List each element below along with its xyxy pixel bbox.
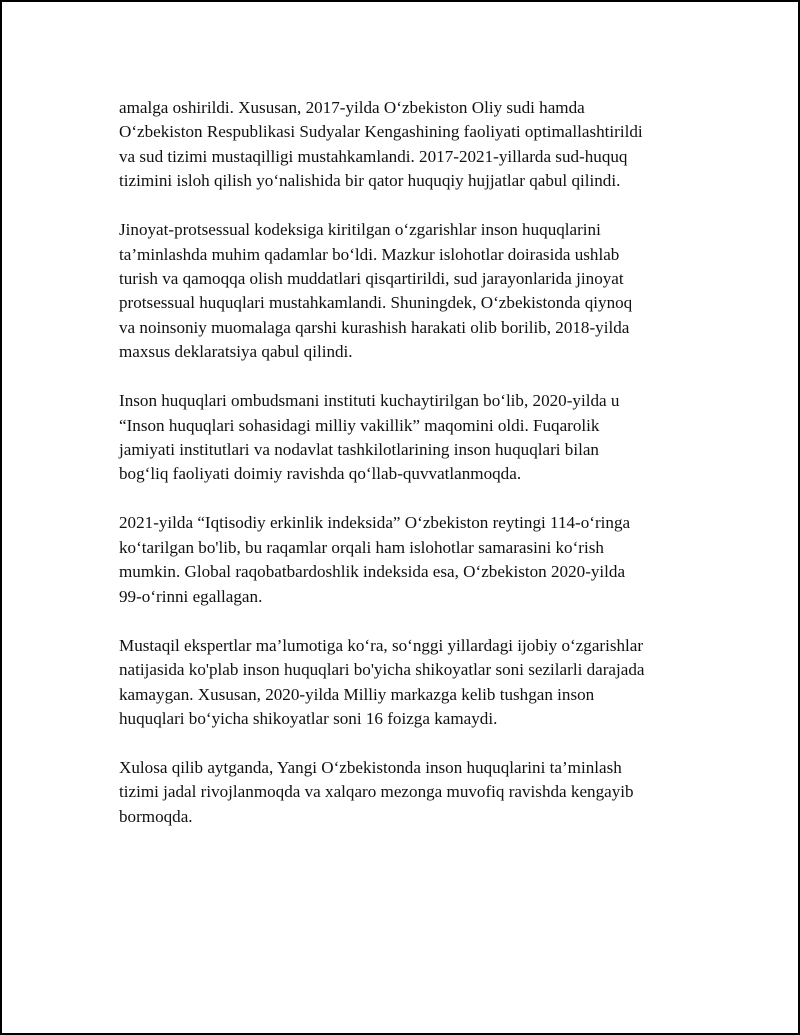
- paragraph: 2021-yilda “Iqtisodiy erkinlik indeksida” O‘zbekiston reytingi 114-o‘ringa ko‘tarilgan bo'lib, bu raqamlar orqali ham islohotlar samarasini ko‘rish mumkin. Global raqobatbardoshlik indeksida esa, O‘zbekiston 2020-yilda 99-o‘rinni egallagan.: [119, 513, 631, 606]
- paragraph: amalga oshirildi. Xususan, 2017-yilda O‘zbekiston Oliy sudi hamda O‘zbekiston Respublikasi Sudyalar Kengashining faoliyati optimallashtirildi va sud tizimi mustaqilligi mustahkamlandi. 2017-2021-yillarda sud-huquq tizimini isloh qilish yo‘nalishida bir qator huquqiy hujjatlar qabul qilindi.: [119, 98, 643, 191]
- paragraph: Mustaqil ekspertlar ma’lumotiga ko‘ra, so‘nggi yillardagi ijobiy o‘zgarishlar natijasida ko'plab inson huquqlari bo'yicha shikoyatlar soni sezilarli darajada kamaygan. Xususan, 2020-yilda Milliy markazga kelib tushgan inson huquqlari bo‘yicha shikoyatlar soni 16 foizga kamaydi.: [119, 635, 645, 728]
- paragraph: Xulosa qilib aytganda, Yangi O‘zbekistonda inson huquqlarini ta’minlash tizimi jadal rivojlanmoqda va xalqaro mezonga muvofiq ravishda kengayib bormoqda.: [119, 757, 634, 826]
- paragraph: Inson huquqlari ombudsmani instituti kuchaytirilgan bo‘lib, 2020-yilda u “Inson huquqlari sohasidagi milliy vakillik” maqomini oldi. Fuqarolik jamiyati institutlari va nodavlat tashkilotlarining inson huquqlari bilan bog‘liq faoliyati doimiy ravishda qo‘llab-quvvatlanmoqda.: [119, 391, 620, 484]
- document-body: [119, 96, 709, 854]
- paragraph: Jinoyat-protsessual kodeksiga kiritilgan o‘zgarishlar inson huquqlarini ta’minlashda muhim qadamlar bo‘ldi. Mazkur islohotlar doirasida ushlab turish va qamoqqa olish muddatlari qisqartirildi, sud jarayonlarida jinoyat protsessual huquqlari mustahkamlandi. Shuningdek, O‘zbekistonda qiynoq va noinsoniy muomalaga qarshi kurashish harakati olib borilib, 2018-yilda maxsus deklaratsiya qabul qilindi.: [119, 220, 633, 362]
